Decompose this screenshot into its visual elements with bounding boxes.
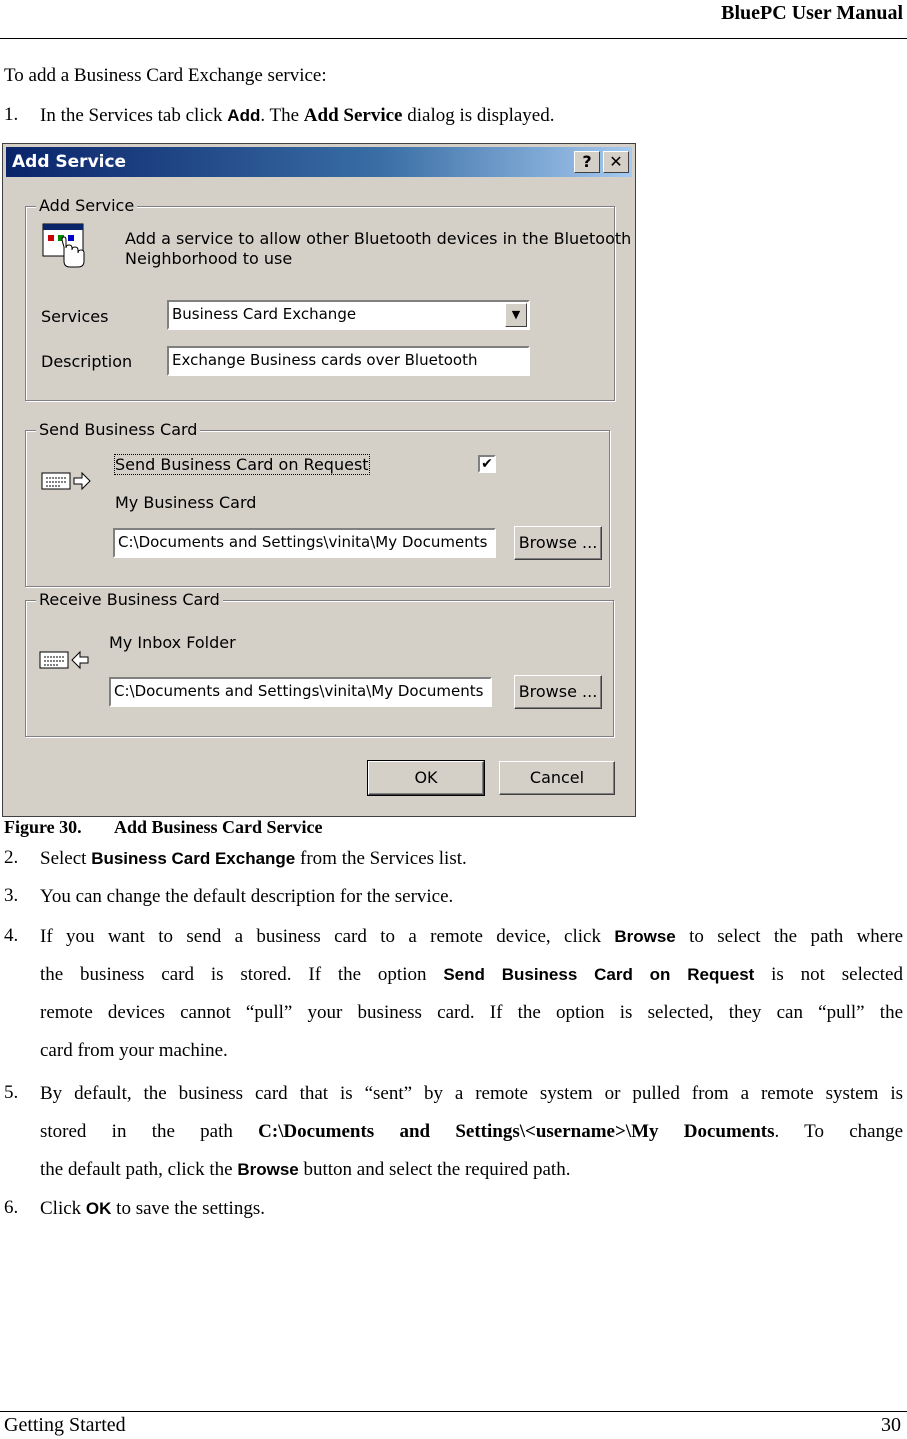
ui-term: Send Business Card on Request bbox=[443, 965, 755, 984]
text-segment: remote devices cannot “pull” your business card. If the option is selected, they can “pull” the bbox=[40, 1002, 903, 1023]
intro-text: To add a Business Card Exchange service: bbox=[4, 65, 327, 86]
text-segment: dialog is displayed. bbox=[402, 105, 555, 126]
text-segment: the business card is stored. If the option bbox=[40, 964, 444, 985]
add-service-description-line2: Neighborhood to use bbox=[125, 249, 293, 268]
description-input[interactable]: Exchange Business cards over Bluetooth bbox=[167, 346, 530, 376]
description-label: Description bbox=[41, 352, 133, 371]
receive-card-group bbox=[25, 590, 614, 737]
step-number: 3. bbox=[4, 885, 19, 906]
text-segment: In the Services tab click bbox=[40, 105, 228, 126]
step-text bbox=[40, 1197, 903, 1235]
receive-card-icon bbox=[38, 648, 90, 672]
text-segment: If you want to send a business card to a remote device, click bbox=[40, 926, 615, 947]
step-number: 4. bbox=[4, 925, 19, 946]
inbox-path-input[interactable]: C:\Documents and Settings\vinita\My Documents bbox=[109, 677, 492, 707]
step-text bbox=[40, 885, 903, 923]
figure-number: Figure 30. bbox=[4, 817, 82, 837]
text-segment: the default path, click the bbox=[40, 1159, 238, 1180]
services-selected-value: Business Card Exchange bbox=[172, 305, 357, 323]
add-service-group bbox=[25, 196, 632, 401]
footer-section: Getting Started bbox=[4, 1414, 126, 1436]
step-number: 6. bbox=[4, 1197, 19, 1218]
step-text bbox=[40, 1082, 903, 1196]
group-label: Add Service bbox=[36, 196, 137, 215]
step-number: 1. bbox=[4, 104, 19, 125]
send-card-group bbox=[25, 420, 610, 587]
page-number: 30 bbox=[881, 1414, 901, 1436]
default-path: C:\Documents and Settings\<username>\My Documents bbox=[258, 1121, 775, 1142]
add-service-dialog bbox=[2, 143, 636, 817]
ui-term: OK bbox=[85, 1199, 112, 1218]
figure-caption bbox=[4, 817, 323, 838]
step-number: 2. bbox=[4, 847, 19, 868]
dialog-titlebar[interactable] bbox=[6, 147, 632, 177]
group-label: Receive Business Card bbox=[36, 590, 223, 609]
my-business-card-label: My Business Card bbox=[115, 493, 257, 512]
add-service-hand-icon bbox=[42, 221, 88, 269]
text-segment: . To change bbox=[774, 1121, 903, 1142]
figure-title: Add Business Card Service bbox=[114, 817, 323, 837]
step-text bbox=[40, 925, 903, 1077]
send-browse-button[interactable]: Browse ... bbox=[514, 526, 602, 560]
step-text bbox=[40, 104, 903, 142]
ui-term: Browse bbox=[614, 927, 676, 946]
help-button[interactable]: ? bbox=[574, 151, 600, 173]
send-card-icon bbox=[40, 469, 92, 493]
inbox-folder-label: My Inbox Folder bbox=[109, 633, 236, 652]
text-segment: button and select the required path. bbox=[298, 1159, 571, 1180]
send-on-request-label[interactable]: Send Business Card on Request bbox=[115, 455, 369, 474]
chevron-down-icon[interactable]: ▼ bbox=[505, 303, 527, 327]
text-segment: Select bbox=[40, 848, 92, 869]
page-header-title: BluePC User Manual bbox=[721, 2, 903, 24]
step-text bbox=[40, 847, 903, 885]
footer-divider bbox=[0, 1411, 907, 1412]
services-label: Services bbox=[41, 307, 109, 326]
send-on-request-checkbox[interactable]: ✔ bbox=[478, 455, 496, 473]
cancel-button[interactable]: Cancel bbox=[499, 761, 615, 795]
services-dropdown[interactable] bbox=[167, 300, 530, 330]
close-button[interactable]: ✕ bbox=[603, 151, 629, 173]
business-card-path-input[interactable]: C:\Documents and Settings\vinita\My Documents bbox=[113, 528, 496, 558]
text-segment: . The bbox=[260, 105, 304, 126]
text-segment: is not selected bbox=[754, 964, 903, 985]
dialog-name: Add Service bbox=[303, 105, 403, 126]
text-segment: By default, the business card that is “sent” by a remote system or pulled from a remote system is bbox=[40, 1083, 903, 1104]
ui-term: Browse bbox=[237, 1160, 299, 1179]
header-divider bbox=[0, 38, 907, 39]
ui-term: Business Card Exchange bbox=[91, 849, 296, 868]
text-segment: to save the settings. bbox=[111, 1198, 265, 1219]
text-segment: stored in the path bbox=[40, 1121, 259, 1142]
receive-browse-button[interactable]: Browse ... bbox=[514, 675, 602, 709]
group-label: Send Business Card bbox=[36, 420, 200, 439]
text-segment: from the Services list. bbox=[295, 848, 467, 869]
text-segment: You can change the default description for the service. bbox=[40, 886, 454, 907]
step-number: 5. bbox=[4, 1082, 19, 1103]
ok-button[interactable]: OK bbox=[368, 761, 484, 795]
add-service-description-line1: Add a service to allow other Bluetooth devices in the Bluetooth bbox=[125, 229, 632, 248]
text-segment: card from your machine. bbox=[40, 1040, 228, 1061]
dialog-title: Add Service bbox=[12, 152, 127, 172]
ui-term: Add bbox=[227, 106, 261, 125]
text-segment: Click bbox=[40, 1198, 86, 1219]
text-segment: to select the path where bbox=[675, 926, 903, 947]
